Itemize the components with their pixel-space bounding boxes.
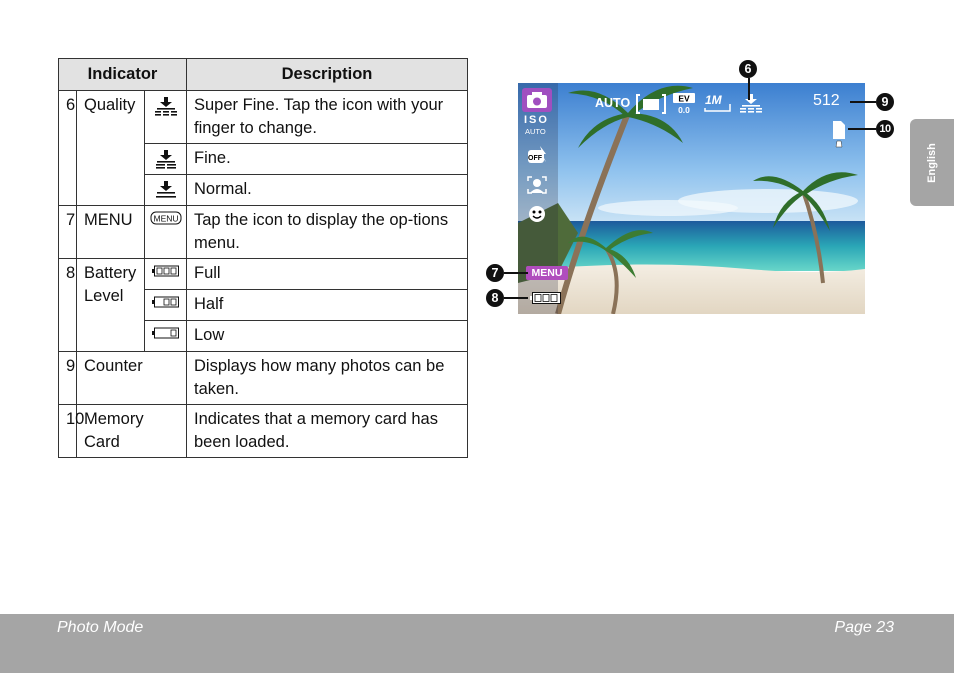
table-row [59, 206, 468, 259]
callout-7-leader [504, 272, 528, 274]
beach-scene [518, 83, 865, 314]
camera-mode-icon[interactable] [522, 88, 552, 112]
row-indicator: Battery Level [77, 259, 145, 352]
quality-osd-icon[interactable] [738, 93, 764, 113]
quality-normal-icon [145, 175, 187, 206]
callout-7: 7 [486, 264, 504, 282]
battery-half-icon [145, 290, 187, 321]
row-number: 10 [59, 405, 77, 458]
table-row [59, 91, 468, 144]
iso-value: AUTO [525, 127, 546, 136]
table-row [59, 259, 468, 290]
row-number: 8 [59, 259, 77, 352]
ev-label: EV [678, 93, 690, 104]
row-description: Indicates that a memory card has been loaded. [187, 405, 468, 458]
row-number: 7 [59, 206, 77, 259]
table-row [59, 352, 468, 405]
indicator-header: Indicator [59, 59, 187, 91]
callout-9: 9 [876, 93, 894, 111]
callout-8-leader [504, 297, 528, 299]
scene-auto-label[interactable]: AUTO [595, 96, 631, 110]
callout-9-leader [850, 101, 876, 103]
photo-counter: 512 [813, 92, 840, 109]
resolution-text: 1M [705, 93, 722, 107]
callout-10-leader [848, 128, 876, 130]
menu-icon [145, 206, 187, 259]
quality-fine-icon [145, 144, 187, 175]
memory-card-icon [831, 120, 847, 148]
menu-icon-text: MENU [152, 213, 179, 224]
flash-off-text: OFF [528, 155, 542, 162]
battery-low-icon [145, 321, 187, 352]
row-indicator: Memory Card [77, 405, 187, 458]
resolution-icon[interactable] [703, 92, 733, 114]
af-frame-icon[interactable] [635, 93, 667, 115]
battery-full-icon [145, 259, 187, 290]
row-description: Normal. [187, 175, 468, 206]
description-header: Description [187, 59, 468, 91]
battery-osd-icon [529, 291, 563, 305]
callout-6: 6 [739, 60, 757, 78]
camera-preview [518, 83, 865, 314]
indicator-table [58, 58, 468, 458]
row-description: Super Fine. Tap the icon with your finger to change. [187, 91, 468, 144]
row-indicator: MENU [77, 206, 145, 259]
row-indicator: Quality [77, 91, 145, 206]
row-number: 9 [59, 352, 77, 405]
face-detect-icon[interactable] [526, 175, 548, 195]
ev-icon[interactable] [671, 92, 697, 116]
table-header-row [59, 59, 468, 91]
row-description: Low [187, 321, 468, 352]
language-tab [910, 119, 954, 206]
page-footer [0, 614, 954, 673]
row-description: Tap the icon to display the op-tions menu. [187, 206, 468, 259]
footer-section: Photo Mode [57, 619, 144, 636]
row-description: Fine. [187, 144, 468, 175]
row-description: Half [187, 290, 468, 321]
row-number: 6 [59, 91, 77, 206]
callout-6-leader [748, 78, 750, 100]
quality-super-fine-icon [145, 91, 187, 144]
flash-off-icon[interactable] [526, 146, 548, 166]
menu-button[interactable]: MENU [526, 266, 568, 280]
table-row [59, 405, 468, 458]
language-tab-label: English [926, 142, 938, 183]
callout-10: 10 [876, 120, 894, 138]
ev-value: 0.0 [678, 105, 690, 115]
row-description: Displays how many photos can be taken. [187, 352, 468, 405]
smile-detect-icon[interactable] [527, 204, 547, 224]
iso-label[interactable]: ISO [524, 114, 549, 126]
row-indicator: Counter [77, 352, 187, 405]
footer-page-number: Page 23 [834, 619, 894, 636]
row-description: Full [187, 259, 468, 290]
callout-8: 8 [486, 289, 504, 307]
